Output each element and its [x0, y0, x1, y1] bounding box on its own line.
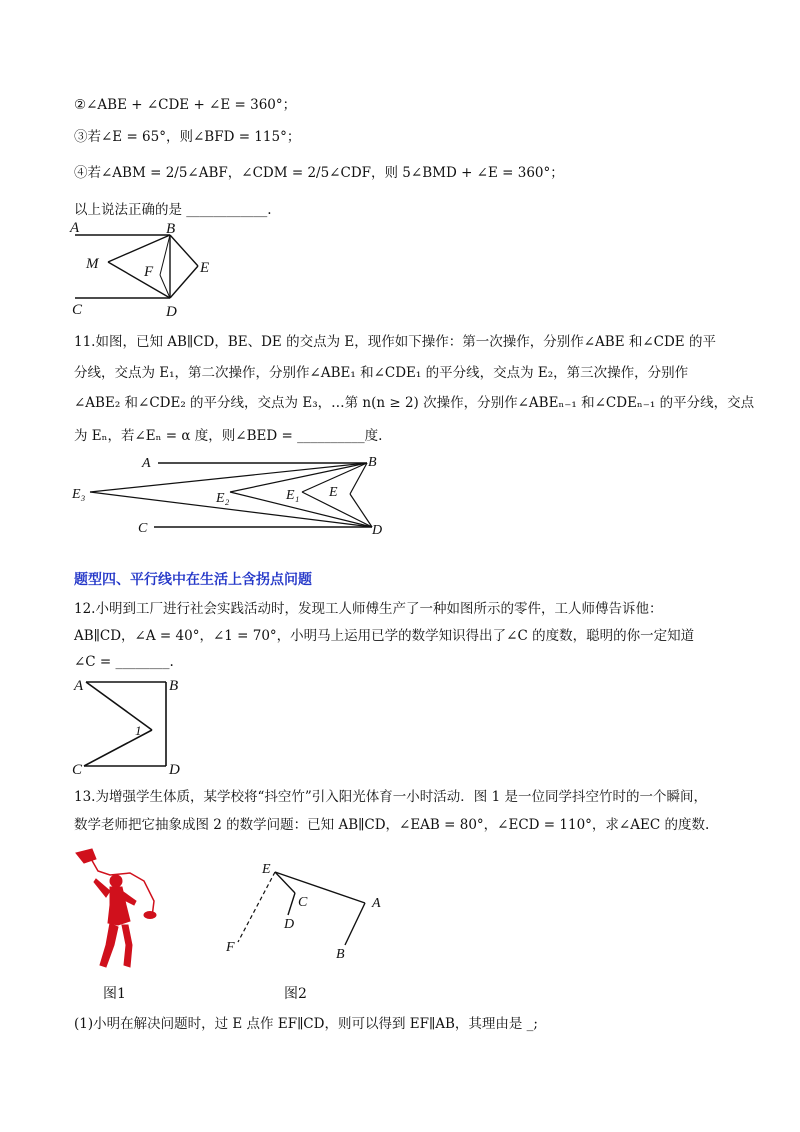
q11-line-4: 为 Eₙ，若∠Eₙ = α 度，则∠BED = __________度. [74, 428, 383, 444]
q10-label-f: F [144, 264, 154, 280]
q10-label-b: B [166, 221, 176, 237]
q10-statement-4: ④若∠ABM = 2/5∠ABF，∠CDM = 2/5∠CDF，则 5∠BMD + ∠E = 360°； [74, 165, 564, 181]
q13-label-b: B [336, 947, 345, 962]
q11-figure [70, 452, 390, 542]
q12-line-1: 12.小明到工厂进行社会实践活动时，发现工人师傅生产了一种如图所示的零件，工人师傅告诉他： [74, 601, 663, 617]
figure-2-caption: 图2 [284, 986, 307, 1002]
q11-label-e1: E₁ [286, 488, 300, 503]
q13-label-f: F [226, 940, 235, 955]
q10-statement-2: ②∠ABE + ∠CDE + ∠E = 360°； [74, 97, 297, 113]
q11-label-e: E [329, 485, 338, 500]
q12-label-a: A [74, 678, 84, 694]
q11-label-b: B [368, 455, 377, 470]
q13-sub-question-1: (1)小明在解决问题时，过 E 点作 EF∥CD，则可以得到 EF∥AB，其理由是 _; [74, 1016, 538, 1032]
q10-label-c: C [72, 302, 83, 318]
figure-1-caption: 图1 [103, 986, 126, 1002]
q11-line-2: 分线，交点为 E₁，第二次操作，分别作∠ABE₁ 和∠CDE₁ 的平分线，交点为 E₂，第三次操作，分别作 [74, 365, 689, 381]
q10-figure [70, 220, 290, 320]
q13-label-d: D [284, 917, 295, 932]
q11-line-1: 11.如图，已知 AB∥CD，BE、DE 的交点为 E，现作如下操作：第一次操作，分别作∠ABE 和∠CDE 的平 [74, 334, 716, 350]
q11-line-3: ∠ABE₂ 和∠CDE₂ 的平分线，交点为 E₃，…第 n(n ≥ 2) 次操作，分别作∠ABEₙ₋₁ 和∠CDEₙ₋₁ 的平分线，交点 [74, 395, 755, 411]
diabolo-player-figure [70, 845, 170, 975]
q11-label-e2: E₂ [216, 491, 230, 506]
q10-prompt: 以上说法正确的是 ____________. [74, 202, 272, 218]
q13-line-2: 数学老师把它抽象成图 2 的数学问题：已知 AB∥CD，∠EAB = 80°，∠ECD = 110°，求∠AEC 的度数. [74, 817, 710, 833]
q11-label-c: C [138, 521, 148, 536]
q13-figure-2 [220, 855, 390, 965]
q11-label-a: A [142, 456, 151, 471]
q12-label-1: 1 [135, 723, 142, 738]
q10-statement-3: ③若∠E = 65°，则∠BFD = 115°； [74, 129, 301, 145]
q12-label-c: C [72, 762, 83, 778]
q10-label-e: E [200, 260, 210, 276]
q10-label-d: D [166, 304, 177, 320]
q12-label-b: B [169, 678, 179, 694]
q13-label-e: E [262, 862, 271, 877]
q10-label-m: M [86, 256, 99, 272]
q12-line-3: ∠C = ________. [74, 654, 174, 670]
q11-label-e3: E₃ [72, 487, 86, 502]
q11-label-d: D [372, 523, 383, 538]
q13-line-1: 13.为增强学生体质，某学校将“抖空竹”引入阳光体育一小时活动．图 1 是一位同学抖空竹时的一个瞬间， [74, 789, 707, 805]
q13-label-a: A [372, 896, 381, 911]
q12-label-d: D [169, 762, 180, 778]
section-heading: 题型四、平行线中在生活上含拐点问题 [74, 572, 312, 588]
q13-label-c: C [298, 895, 308, 910]
q12-figure [70, 676, 200, 776]
q12-line-2: AB∥CD，∠A = 40°，∠1 = 70°，小明马上运用已学的数学知识得出了∠C 的度数，聪明的你一定知道 [74, 628, 695, 644]
q10-label-a: A [70, 220, 80, 236]
